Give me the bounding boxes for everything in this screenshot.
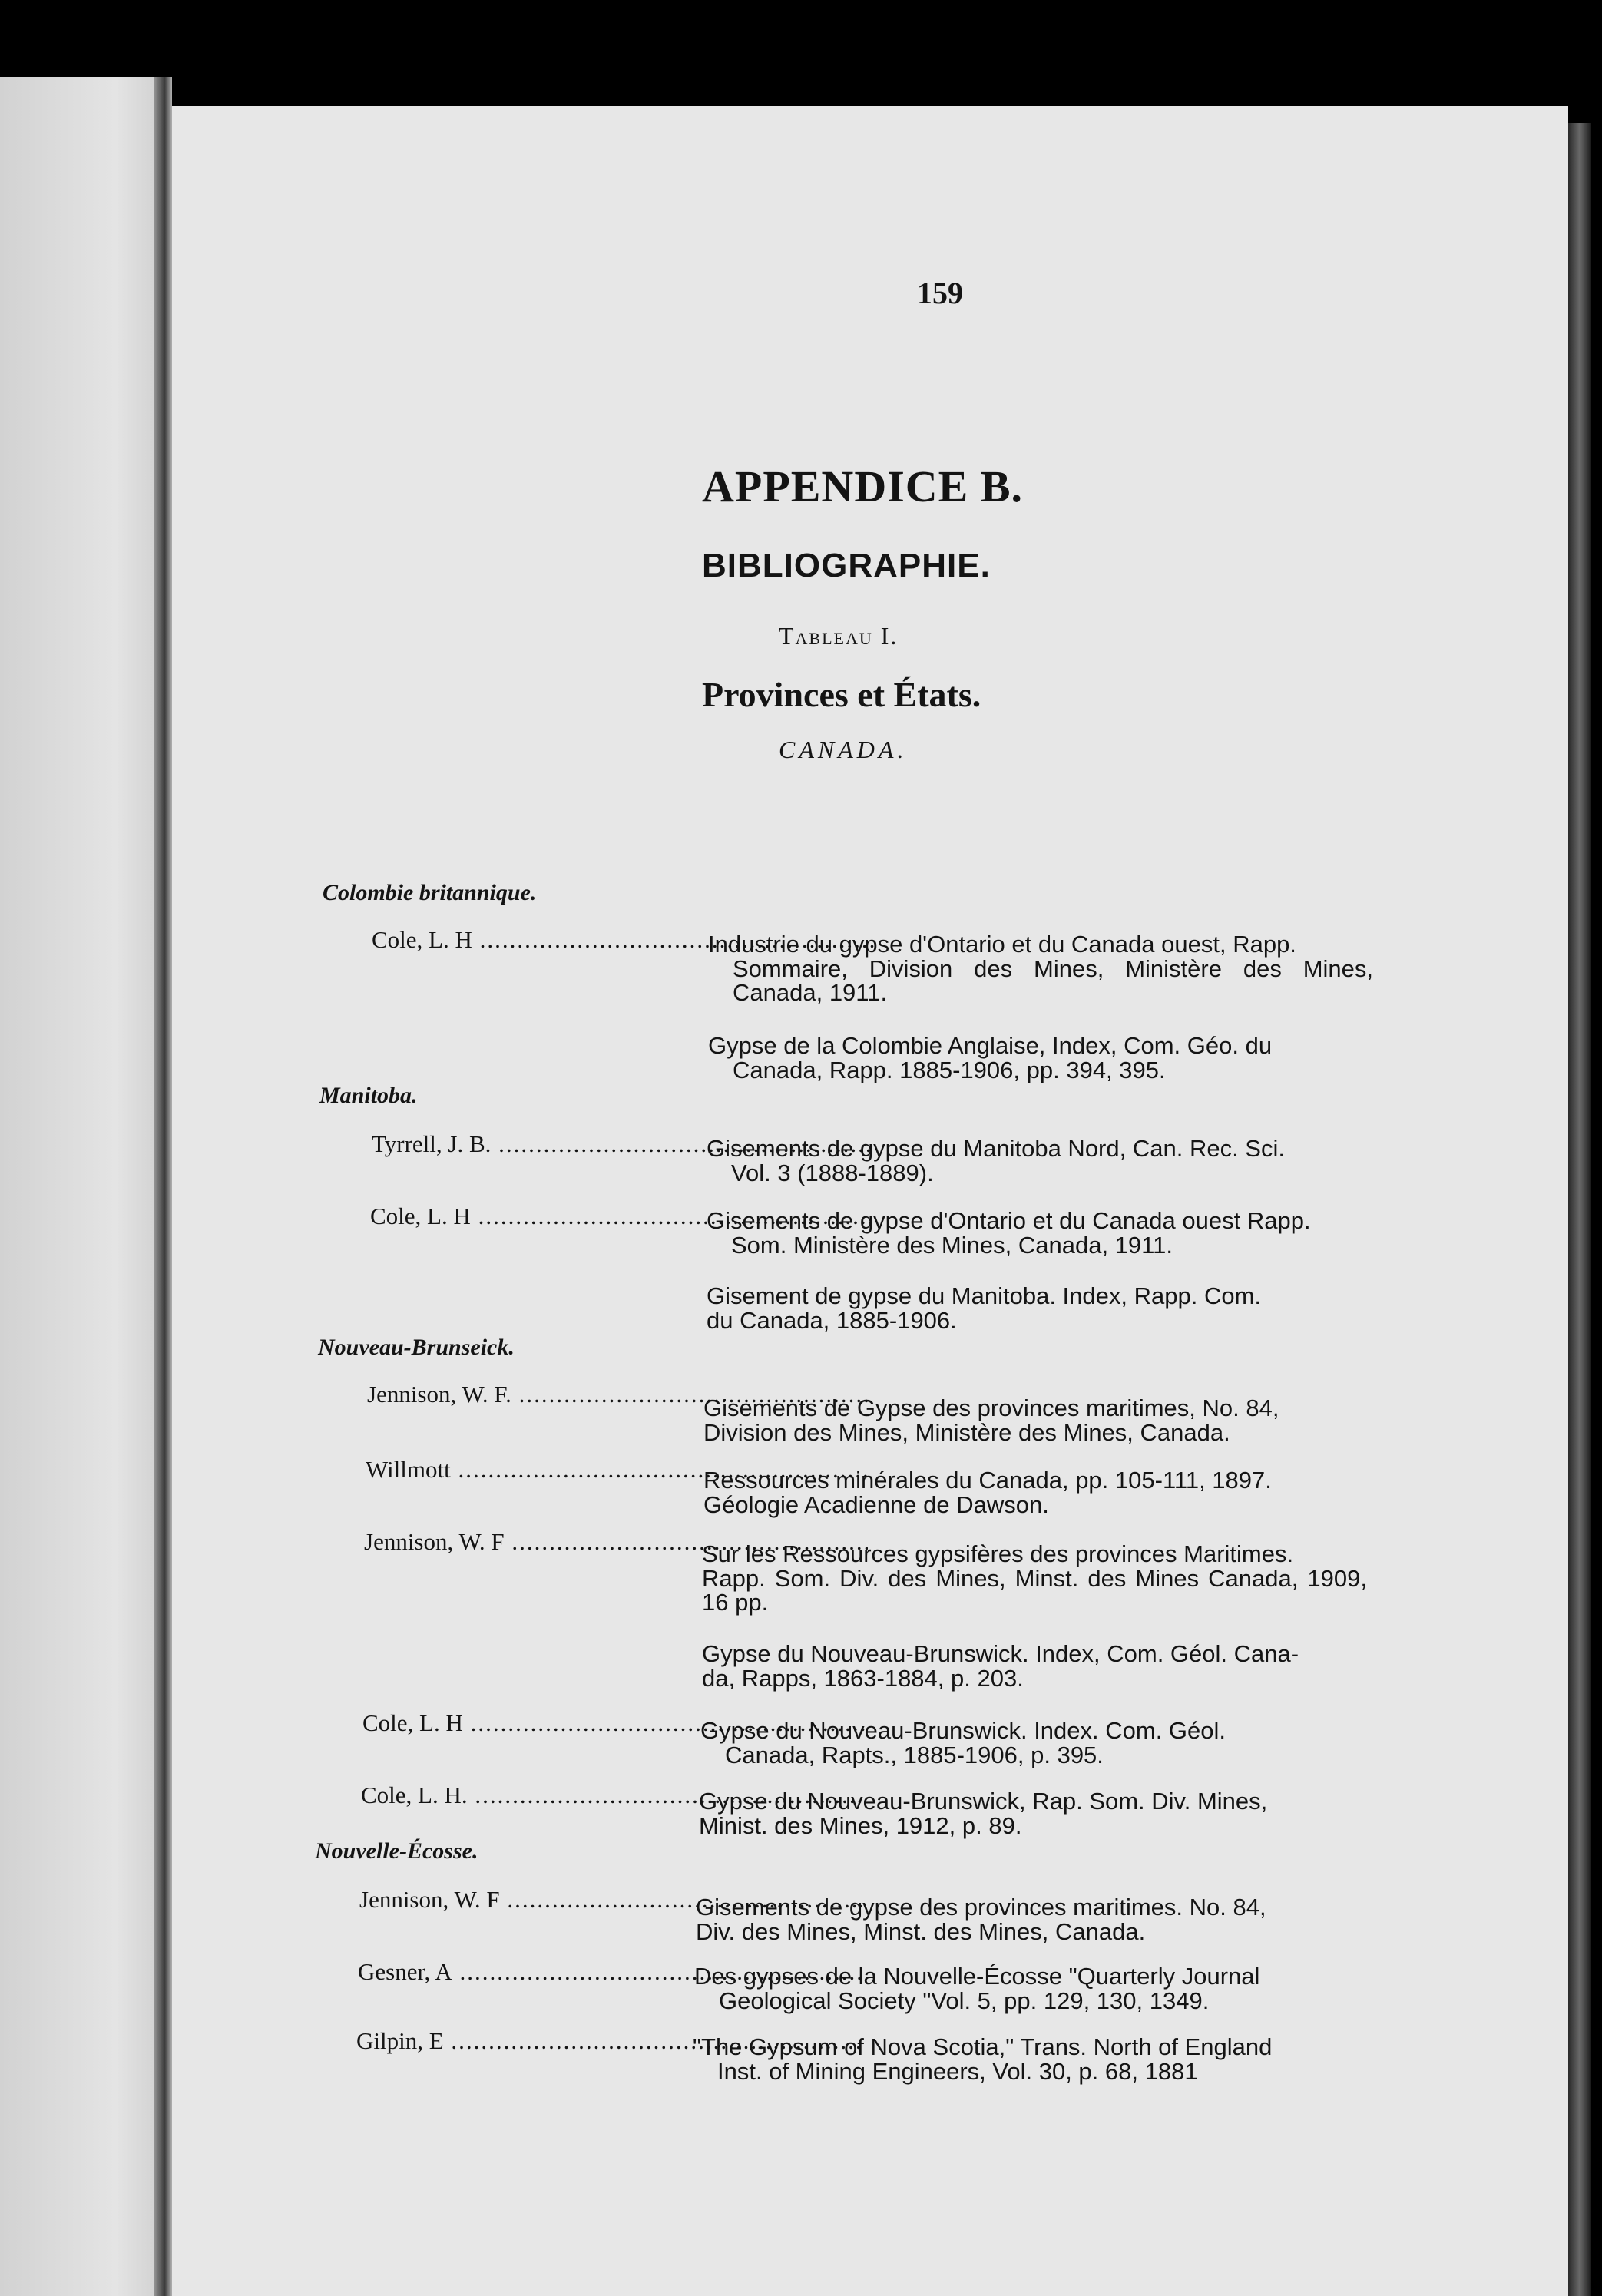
binding-gutter bbox=[154, 77, 172, 2296]
country-heading: CANADA. bbox=[779, 736, 908, 763]
entry-author: Willmott ..... bbox=[366, 1456, 869, 1484]
heading-colombie-britannique: Colombie britannique. bbox=[323, 880, 537, 905]
entry-reference: Industrie du gypse d'Ontario et du Canada ouest, Rapp. Sommaire, Division des Mines, Ministère des Mines, Canada, 1911. bbox=[708, 931, 1373, 1007]
entry-author: Jennison, W. F ..... bbox=[359, 1886, 862, 1914]
entry-reference: Gisements de gypse des provinces maritimes. No. 84, Div. des Mines, Minst. des Mines, Canada. bbox=[696, 1894, 1266, 1945]
bibliography-title: BIBLIOGRAPHIE. bbox=[702, 547, 991, 584]
entry-reference: Gypse de la Colombie Anglaise, Index, Com. Géo. du Canada, Rapp. 1885-1906, pp. 394, 395. bbox=[708, 1032, 1273, 1083]
appendix-title: APPENDICE B. bbox=[702, 462, 1024, 511]
entry-author: Tyrrell, J. B. ..... bbox=[372, 1130, 874, 1158]
page-edge-shadow bbox=[1568, 123, 1591, 2296]
entry-reference: Sur les Ressources gypsifères des provinces Maritimes. Rapp. Som. Div. des Mines, Minst. des Mines Canada, 1909, 16 pp. bbox=[702, 1540, 1367, 1616]
entry-author: Cole, L. H ..... bbox=[370, 1203, 872, 1230]
entry-reference: Ressources minérales du Canada, pp. 105-111, 1897. Géologie Acadienne de Dawson. bbox=[703, 1467, 1272, 1518]
entry-reference: Gypse du Nouveau-Brunswick, Rap. Som. Div. Mines, Minist. des Mines, 1912, p. 89. bbox=[699, 1788, 1268, 1839]
entry-reference: "The Gypsum of Nova Scotia," Trans. North of England Inst. of Mining Engineers, Vol. 30, p. 68, 1881 bbox=[693, 2033, 1273, 2085]
entry-reference: Gisements de Gypse des provinces maritimes, No. 84, Division des Mines, Ministère des Mines, Canada. bbox=[703, 1394, 1279, 1446]
entry-author: Jennison, W. F. ..... bbox=[367, 1381, 871, 1408]
section-title: Provinces et États. bbox=[702, 675, 981, 714]
entry-author: Cole, L. H. ..... bbox=[361, 1782, 865, 1809]
page-number: 159 bbox=[917, 276, 963, 310]
entry-reference: Gisements de gypse d'Ontario et du Canada ouest Rapp. Som. Ministère des Mines, Canada, 1911. bbox=[707, 1207, 1311, 1259]
heading-manitoba: Manitoba. bbox=[319, 1083, 418, 1108]
entry-reference: Gypse du Nouveau-Brunswick. Index. Com. Géol. Canada, Rapts., 1885-1906, p. 395. bbox=[700, 1717, 1226, 1768]
document-page bbox=[172, 106, 1568, 2296]
heading-nouveau-brunswick: Nouveau-Brunseick. bbox=[318, 1335, 515, 1360]
entry-author: Gilpin, E ..... bbox=[356, 2027, 859, 2055]
entry-reference: Gypse du Nouveau-Brunswick. Index, Com. Géol. Cana- da, Rapps, 1863-1884, p. 203. bbox=[702, 1640, 1299, 1692]
table-label: Tableau I. bbox=[779, 622, 899, 650]
entry-author: Jennison, W. F ..... bbox=[364, 1528, 868, 1556]
entry-reference: Gisement de gypse du Manitoba. Index, Rapp. Com. du Canada, 1885-1906. bbox=[707, 1282, 1262, 1334]
entry-reference: Des gypses de la Nouvelle-Écosse "Quarterly Journal Geological Society "Vol. 5, pp. 129, 130, 1349. bbox=[694, 1963, 1260, 2014]
facing-page-edge bbox=[0, 77, 165, 2296]
entry-author: Cole, L. H ..... bbox=[372, 926, 874, 954]
entry-author: Gesner, A ..... bbox=[358, 1958, 860, 1986]
entry-reference: Gisements de gypse du Manitoba Nord, Can. Rec. Sci. Vol. 3 (1888-1889). bbox=[707, 1135, 1285, 1186]
heading-nouvelle-ecosse: Nouvelle-Écosse. bbox=[315, 1838, 478, 1864]
entry-author: Cole, L. H ..... bbox=[362, 1709, 866, 1737]
